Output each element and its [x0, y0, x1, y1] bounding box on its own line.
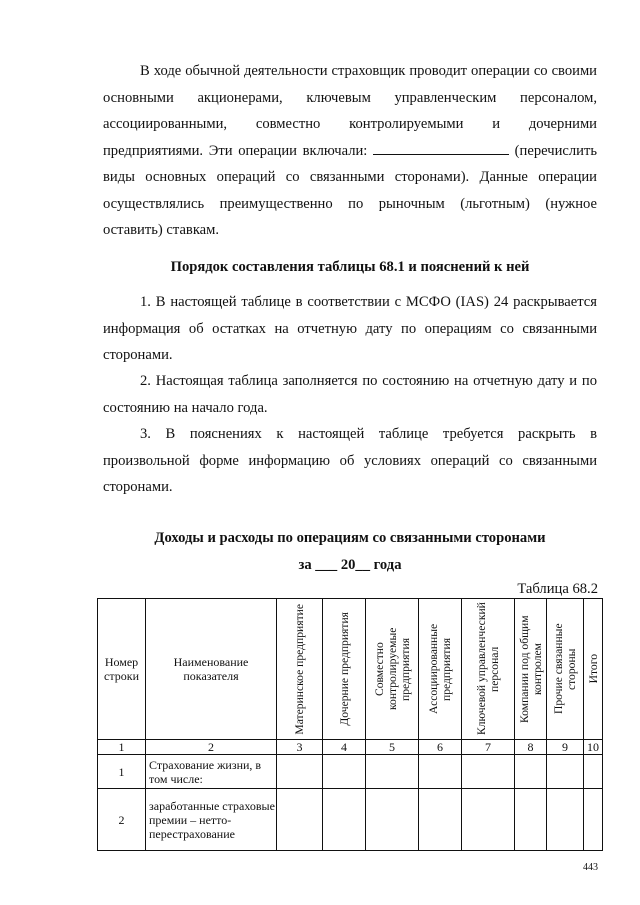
table-cell [323, 755, 366, 789]
table-cell [584, 789, 603, 851]
row-number: 1 [98, 755, 146, 789]
col-number: 1 [98, 740, 146, 755]
header-associates [419, 599, 462, 740]
point-1: 1. В настоящей таблице в соответствии с МСФО (IAS) 24 раскрывается информация об остатках на отчетную дату по операциям со связанными сторонами. [103, 294, 597, 363]
table-caption: Таблица 68.2 [517, 581, 598, 597]
table-title: Доходы и расходы по операциям со связанными сторонами [154, 530, 546, 546]
header-common-control [515, 599, 547, 740]
table-cell [323, 789, 366, 851]
header-parent-company [277, 599, 323, 740]
header-total [584, 599, 603, 740]
table-cell [547, 789, 584, 851]
col-number: 10 [584, 740, 603, 755]
col-number: 5 [366, 740, 419, 755]
intro-text-end: (перечислить виды основных операций со связанными сторонами). Данные операции осуществлялись преимущественно по рыночным (льготным) (нужное оставить) ставкам. [103, 142, 597, 238]
table-period: за ___ 20__ года [298, 557, 402, 573]
table-cell [462, 789, 515, 851]
column-number-row [98, 740, 603, 755]
col-number: 4 [323, 740, 366, 755]
page-number: 443 [583, 862, 598, 873]
table-cell [462, 755, 515, 789]
header-row-number: Номер строки [98, 599, 146, 740]
header-subsidiaries [323, 599, 366, 740]
header-associates-label: Ассоциированные предприятия [427, 623, 453, 715]
header-key-personnel [462, 599, 515, 740]
header-parent-company-label: Материнское предприятие [293, 603, 306, 735]
col-number: 6 [419, 740, 462, 755]
header-common-control-label: Компании под общим контролем [517, 615, 544, 723]
col-number: 7 [462, 740, 515, 755]
table-cell [366, 755, 419, 789]
point-2: 2. Настоящая таблица заполняется по состоянию на отчетную дату и по состоянию на начало года. [103, 373, 597, 416]
table-row [98, 755, 603, 789]
header-indicator-name: Наименование показателя [146, 599, 277, 740]
header-subsidiaries-label: Дочерние предприятия [337, 612, 351, 726]
col-number: 8 [515, 740, 547, 755]
header-joint-ventures [366, 599, 419, 740]
table-cell [277, 755, 323, 789]
table-cell [515, 789, 547, 851]
row-indicator-name: заработанные страховые премии – нетто-перестрахование [146, 789, 277, 851]
table-cell [584, 755, 603, 789]
section-heading: Порядок составления таблицы 68.1 и пояснений к ней [170, 259, 530, 275]
fill-in-blank [373, 140, 509, 155]
table-cell [515, 755, 547, 789]
header-joint-ventures-label: Совместно контролируемые предприятия [372, 627, 412, 711]
table-cell [419, 755, 462, 789]
table-cell [547, 755, 584, 789]
table-row [98, 789, 603, 851]
table-cell [419, 789, 462, 851]
table-cell [277, 789, 323, 851]
col-number: 3 [277, 740, 323, 755]
header-other-related-label: Прочие связанные стороны [552, 623, 578, 715]
row-indicator-name: Страхование жизни, в том числе: [146, 755, 277, 789]
header-other-related [547, 599, 584, 740]
intro-text-start: В ходе обычной деятельности страховщик проводит операции со своими основными акционерами, ключевым управленческим персоналом, ассоциированными, совместно контролируемыми и дочерними предприятиями. Эти операции включали: [103, 63, 597, 159]
intro-paragraph [103, 58, 597, 244]
header-total-label: Итого [586, 654, 600, 684]
row-number: 2 [98, 789, 146, 851]
related-parties-table [97, 598, 603, 851]
header-row [98, 599, 603, 740]
table-cell [366, 789, 419, 851]
col-number: 2 [146, 740, 277, 755]
col-number: 9 [547, 740, 584, 755]
header-key-personnel-label: Ключевой управленческий персонал [475, 602, 501, 736]
point-3: 3. В пояснениях к настоящей таблице требуется раскрыть в произвольной форме информацию об условиях операций со связанными сторонами. [103, 426, 597, 495]
